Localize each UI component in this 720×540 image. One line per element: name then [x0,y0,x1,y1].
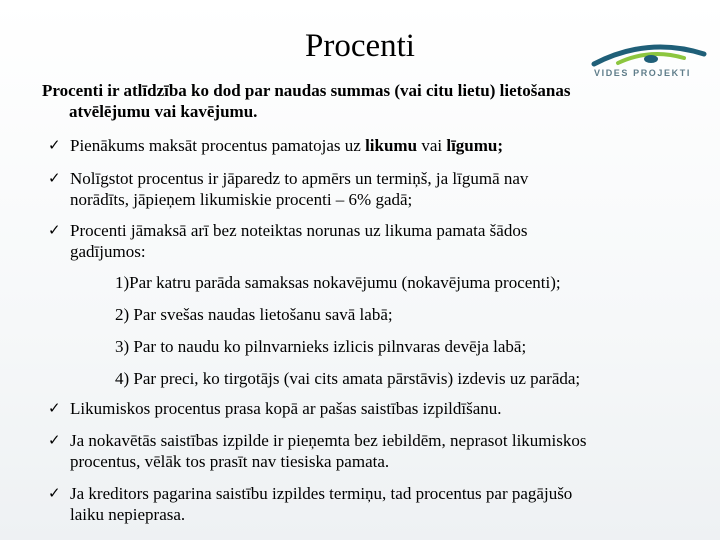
eye-swoosh-icon [588,42,710,70]
checkmark-icon: ✓ [48,484,61,502]
checkmark-icon: ✓ [48,431,61,449]
bullet-text: Pienākums maksāt procentus pamatojas uz likumu vai līgumu; [70,136,504,155]
intro-paragraph [42,80,682,122]
bullet-text: Ja kreditors pagarina saistību izpildes termiņu, tad procentus par pagājušo laiku nepieprasa. [70,484,573,524]
bullet-item-4 [48,398,688,419]
bullet-item-6 [48,483,688,525]
sub-item-1: 1)Par katru parāda samaksas nokavējumu (nokavējuma procenti); [115,273,561,292]
intro-line-2: atvēlējumu vai kavējumu. [69,102,258,121]
bullet-item-5 [48,430,688,472]
bullet-text: Nolīgstot procentus ir jāparedz to apmērs un termiņš, ja līgumā nav norādīts, jāpieņem likumiskie procenti – 6% gadā; [70,169,529,209]
sub-item-4: 4) Par preci, ko tirgotājs (vai cits amata pārstāvis) izdevis uz parāda; [115,369,581,388]
bullet-text: Likumiskos procentus prasa kopā ar pašas saistības izpildīšanu. [70,399,502,418]
sub-item-3: 3) Par to naudu ko pilnvarnieks izlicis pilnvaras devēja labā; [115,337,527,356]
intro-line-1: Procenti ir atlīdzība ko dod par naudas summas (vai citu lietu) lietošanas [42,81,571,100]
vides-projekti-logo [588,42,710,82]
bullet-text: Procenti jāmaksā arī bez noteiktas norunas uz likuma pamata šādos gadījumos: [70,221,528,261]
bullet-item-1 [48,135,688,156]
sub-item-2: 2) Par svešas naudas lietošanu savā labā; [115,305,393,324]
bullet-text: Ja nokavētās saistības izpilde ir pieņemta bez iebildēm, neprasot likumiskos procentus, vēlāk tos prasīt nav tiesiska pamata. [70,431,587,471]
slide-title: Procenti [305,28,415,64]
bullet-item-3 [48,220,688,262]
bullet-item-2 [48,168,688,210]
checkmark-icon: ✓ [48,136,61,154]
checkmark-icon: ✓ [48,399,61,417]
checkmark-icon: ✓ [48,221,61,239]
logo-text: VIDES PROJEKTI [594,68,691,78]
checkmark-icon: ✓ [48,169,61,187]
